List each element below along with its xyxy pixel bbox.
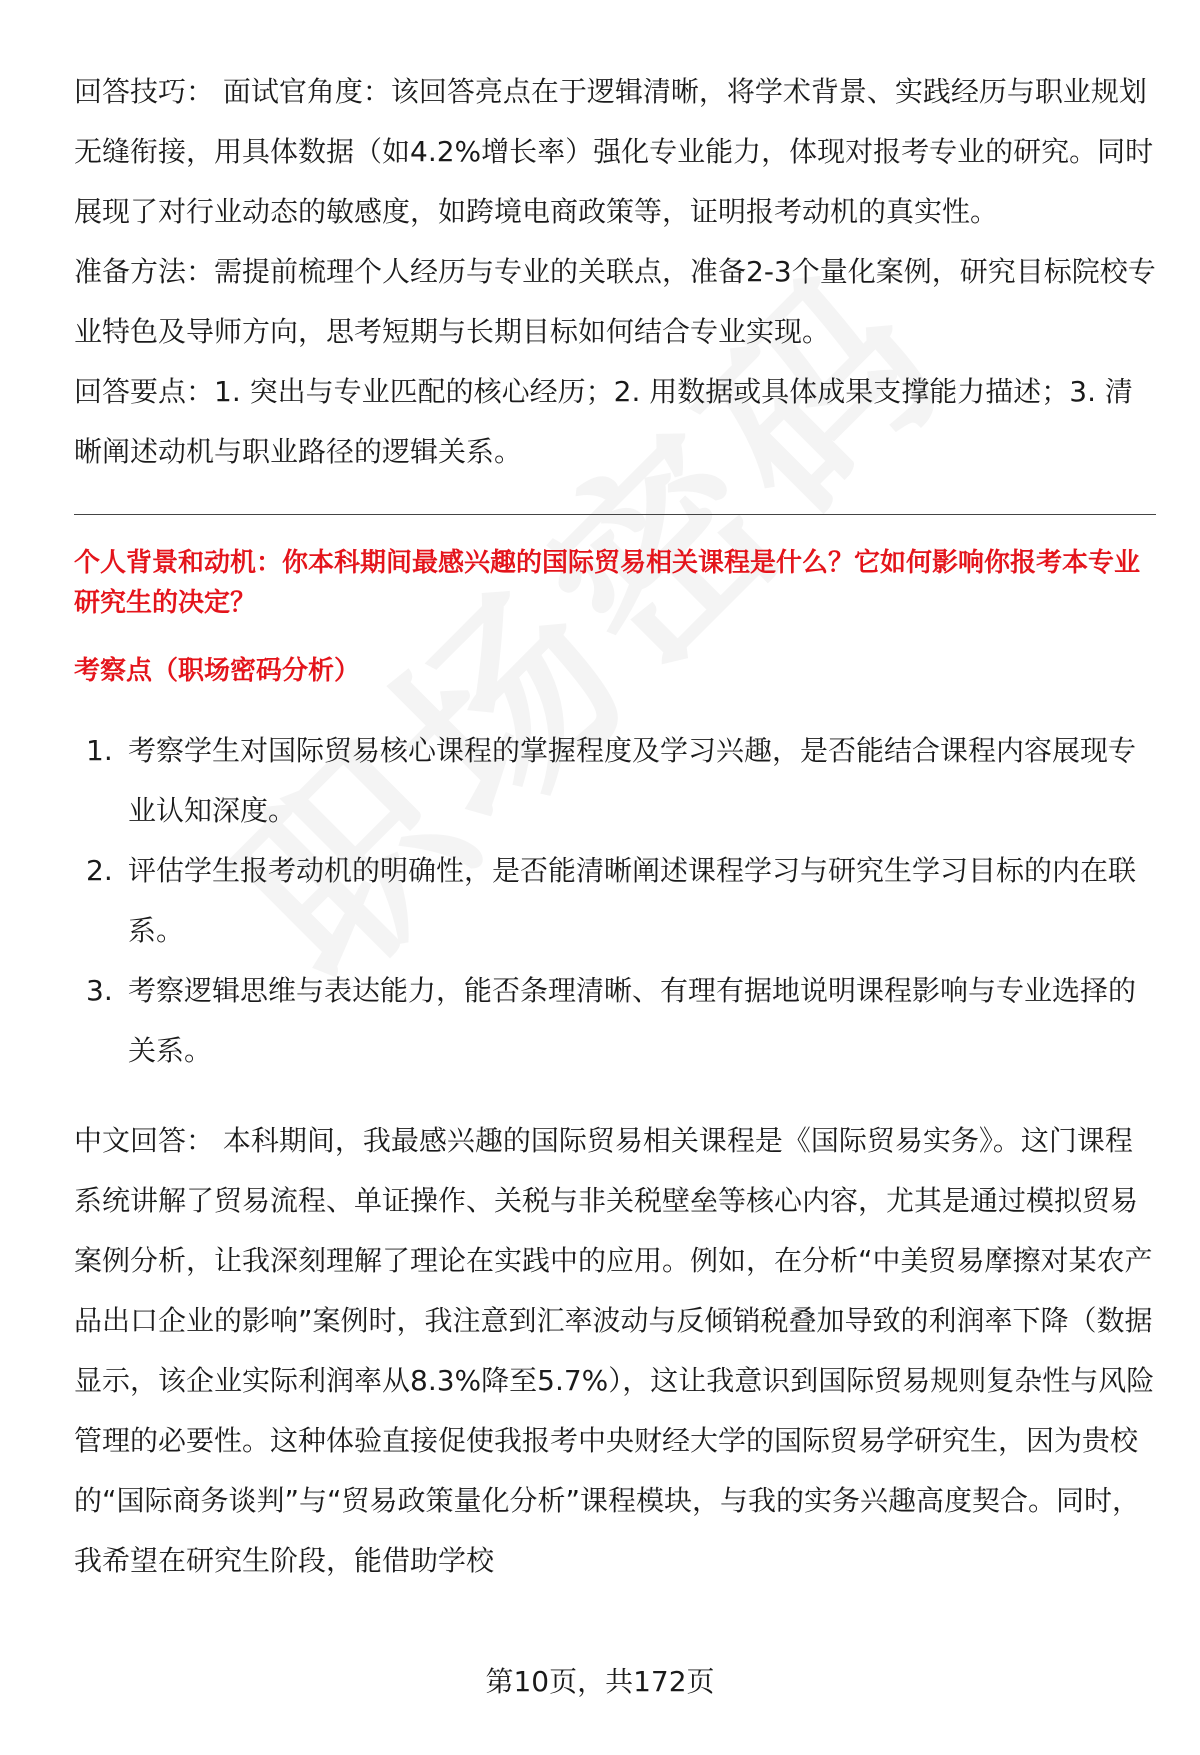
list-item-number: 2. (86, 854, 113, 887)
answer-tips-paragraph (74, 62, 1156, 242)
page-content (74, 62, 1156, 1591)
assessment-points-list (74, 721, 1156, 1081)
list-item (74, 961, 1156, 1081)
answer-tips-label: 回答技巧： (74, 75, 215, 108)
list-item-text: 考察逻辑思维与表达能力，能否条理清晰、有理有据地说明课程影响与专业选择的关系。 (128, 974, 1137, 1067)
preparation-text: 需提前梳理个人经历与专业的关联点，准备2-3个量化案例，研究目标院校专业特色及导师方向，思考短期与长期目标如何结合专业实现。 (74, 255, 1156, 348)
key-points-text: 1. 突出与专业匹配的核心经历；2. 用数据或具体成果支撑能力描述；3. 清晰阐述动机与职业路径的逻辑关系。 (74, 375, 1133, 468)
chinese-answer-text: 本科期间，我最感兴趣的国际贸易相关课程是《国际贸易实务》。这门课程系统讲解了贸易流程、单证操作、关税与非关税壁垒等核心内容，尤其是通过模拟贸易案例分析，让我深刻理解了理论在实践中的应用。例如，在分析“中美贸易摩擦对某农产品出口企业的影响”案例时，我注意到汇率波动与反倾销税叠加导致的利润率下降（数据显示，该企业实际利润率从8.3%降至5.7%），这让我意识到国际贸易规则复杂性与风险管理的必要性。这种体验直接促使我报考中央财经大学的国际贸易学研究生，因为贵校的“国际商务谈判”与“贸易政策量化分析”课程模块，与我的实务兴趣高度契合。同时，我希望在研究生阶段，能借助学校 (74, 1124, 1155, 1577)
assessment-points-heading: 考察点（职场密码分析） (74, 656, 361, 686)
key-points-paragraph (74, 362, 1156, 482)
preparation-paragraph (74, 242, 1156, 362)
answer-tips-text: 面试官角度：该回答亮点在于逻辑清晰，将学术背景、实践经历与职业规划无缝衔接，用具体数据（如4.2%增长率）强化专业能力，体现对报考专业的研究。同时展现了对行业动态的敏感度，如跨境电商政策等，证明报考动机的真实性。 (74, 75, 1154, 228)
list-item-number: 3. (86, 974, 113, 1007)
chinese-answer-paragraph (74, 1111, 1156, 1591)
list-item-text: 评估学生报考动机的明确性，是否能清晰阐述课程学习与研究生学习目标的内在联系。 (128, 854, 1137, 947)
list-item (74, 721, 1156, 841)
chinese-answer-label: 中文回答： (74, 1124, 215, 1157)
question-heading: 个人背景和动机：你本科期间最感兴趣的国际贸易相关课程是什么？它如何影响你报考本专业研究生的决定？ (74, 548, 1141, 618)
section-divider (74, 514, 1156, 515)
page-number-footer: 第10页，共172页 (485, 1665, 715, 1698)
preparation-label: 准备方法： (74, 255, 215, 288)
list-item-text: 考察学生对国际贸易核心课程的掌握程度及学习兴趣，是否能结合课程内容展现专业认知深度。 (128, 734, 1137, 827)
list-item (74, 841, 1156, 961)
key-points-label: 回答要点： (74, 375, 215, 408)
list-item-number: 1. (86, 734, 113, 767)
